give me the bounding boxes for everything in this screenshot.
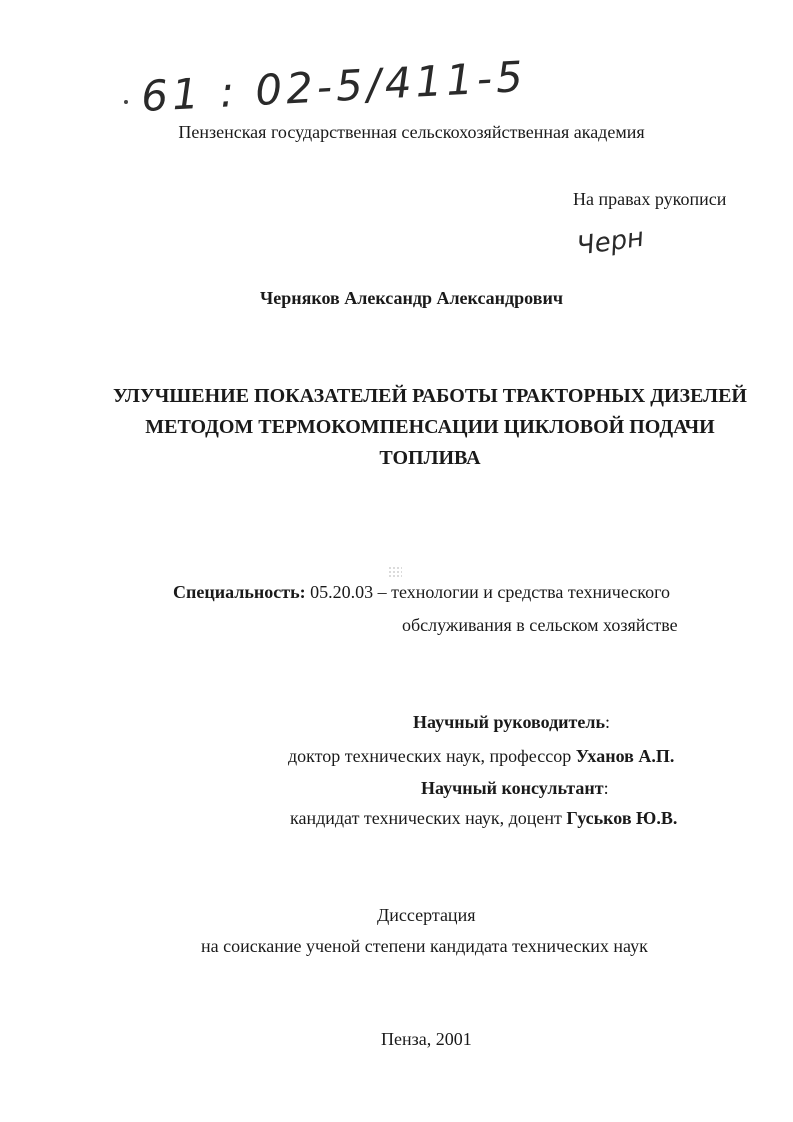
city-year: Пенза, 2001 <box>381 1029 472 1049</box>
supervisor-colon: : <box>605 712 611 732</box>
consultant-label: Научный консультант <box>421 778 604 798</box>
title-line-2: МЕТОДОМ ТЕРМОКОМПЕНСАЦИИ ЦИКЛОВОЙ ПОДАЧИ <box>145 416 715 438</box>
scan-artifact <box>388 566 402 578</box>
author-name: Черняков Александр Александрович <box>260 288 563 308</box>
consultant-title: кандидат технических наук, доцент <box>290 808 567 828</box>
handwritten-signature: Черн <box>575 222 646 262</box>
supervisor-title: доктор технических наук, профессор <box>288 746 576 766</box>
specialty-line-1 <box>173 582 670 603</box>
handwritten-archive-number: 61 : 02-5/411-5 <box>140 51 528 121</box>
supervisor-heading <box>413 712 610 733</box>
institution-name: Пензенская государственная сельскохозяйственная академия <box>178 122 645 142</box>
supervisor-details <box>288 746 674 767</box>
supervisor-name: Уханов А.П. <box>575 746 675 766</box>
title-line-1: УЛУЧШЕНИЕ ПОКАЗАТЕЛЕЙ РАБОТЫ ТРАКТОРНЫХ ДИЗЕЛЕЙ <box>113 385 747 407</box>
title-line-3: ТОПЛИВА <box>379 447 481 469</box>
specialty-code: 05.20.03 – технологии и средства технического <box>305 582 671 602</box>
consultant-colon: : <box>603 778 609 798</box>
supervisor-label: Научный руководитель <box>413 712 605 732</box>
consultant-details <box>290 808 677 829</box>
manuscript-rights-note: На правах рукописи <box>573 189 727 209</box>
consultant-name: Гуськов Ю.В. <box>566 808 678 828</box>
dissertation-title <box>100 381 760 474</box>
specialty-line-2: обслуживания в сельском хозяйстве <box>402 615 678 635</box>
stamp-dot <box>124 100 128 104</box>
consultant-heading <box>421 778 609 799</box>
dissertation-degree: на соискание ученой степени кандидата технических наук <box>201 936 648 956</box>
dissertation-label: Диссертация <box>377 905 476 925</box>
specialty-label: Специальность: <box>173 582 306 602</box>
